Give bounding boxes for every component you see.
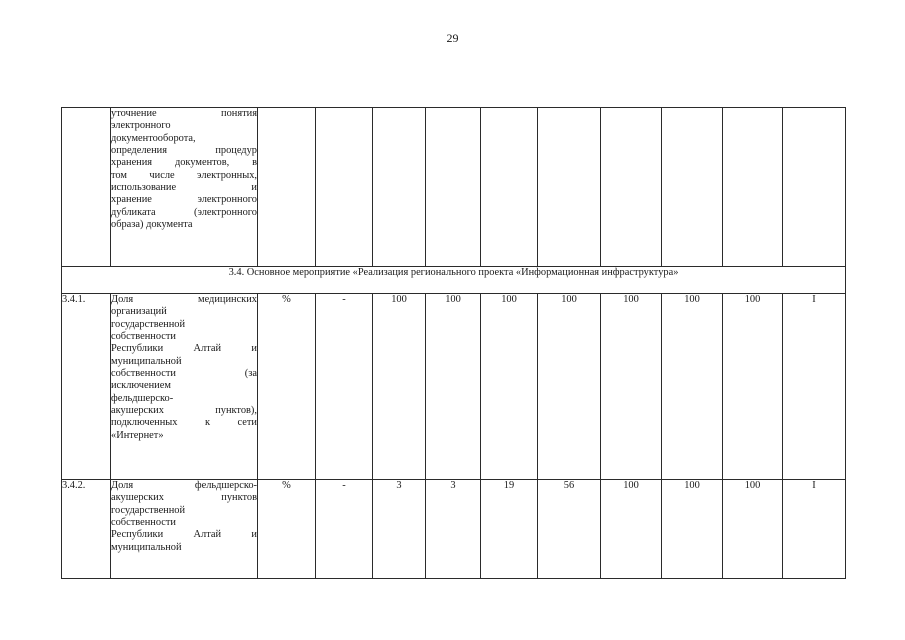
empty-cell	[258, 108, 316, 267]
section-title: 3.4. Основное мероприятие «Реализация регионального проекта «Информационная инфраструктура»	[62, 267, 846, 294]
value-cell: 3	[373, 480, 426, 579]
empty-cell	[481, 108, 538, 267]
empty-cell	[601, 108, 662, 267]
description-line: подключенных к сети	[111, 417, 257, 429]
description-line: организаций	[111, 306, 167, 318]
value-cell: 100	[662, 294, 723, 480]
value-cell: 100	[426, 294, 481, 480]
type-cell: I	[783, 480, 846, 579]
description-line: том числе электронных,	[111, 169, 257, 181]
description-line: определения процедур	[111, 145, 257, 157]
empty-cell	[316, 108, 373, 267]
description-line: «Интернет»	[111, 429, 164, 441]
value-cell: 100	[723, 480, 783, 579]
row-number-cell	[62, 108, 111, 267]
description-line: Доля фельдшерско-	[111, 480, 257, 491]
description-line: дубликата (электронного	[111, 206, 257, 218]
empty-cell	[373, 108, 426, 267]
description-line: хранения документов, в	[111, 157, 257, 169]
row-description-cell	[111, 108, 258, 267]
value-cell: 100	[723, 294, 783, 480]
description-line: собственности	[111, 517, 176, 529]
base-value-cell: -	[316, 480, 373, 579]
row-number-cell: 3.4.2.	[62, 480, 111, 579]
description-line: Республики Алтай и	[111, 343, 257, 355]
empty-cell	[538, 108, 601, 267]
empty-cell	[426, 108, 481, 267]
unit-cell: %	[258, 480, 316, 579]
description-line: государственной	[111, 318, 186, 330]
description-line: муниципальной	[111, 541, 182, 553]
description-line: муниципальной	[111, 355, 182, 367]
page-number: 29	[446, 31, 459, 45]
description-line: фельдшерско-	[111, 392, 174, 404]
value-cell: 56	[538, 480, 601, 579]
description-line: уточнение понятия	[111, 108, 257, 119]
description-line: акушерских пунктов	[111, 492, 257, 504]
description-line: Доля медицинских	[111, 294, 257, 305]
table-row-continuation	[62, 108, 846, 267]
empty-cell	[723, 108, 783, 267]
description-line: документооборота,	[111, 132, 196, 144]
description-line: акушерских пунктов),	[111, 405, 257, 417]
table-row	[62, 480, 846, 579]
section-header-row	[62, 267, 846, 294]
description-line: использование и	[111, 182, 257, 194]
value-cell: 100	[481, 294, 538, 480]
row-description-cell	[111, 480, 258, 579]
description-line: собственности (за	[111, 368, 257, 380]
empty-cell	[662, 108, 723, 267]
value-cell: 100	[601, 480, 662, 579]
unit-cell: %	[258, 294, 316, 480]
value-cell: 100	[373, 294, 426, 480]
row-number-cell: 3.4.1.	[62, 294, 111, 480]
description-line: образа) документа	[111, 219, 193, 231]
value-cell: 100	[601, 294, 662, 480]
type-cell: I	[783, 294, 846, 480]
value-cell: 3	[426, 480, 481, 579]
indicators-table	[61, 107, 846, 579]
value-cell: 100	[662, 480, 723, 579]
description-line: государственной	[111, 504, 186, 516]
description-line: Республики Алтай и	[111, 529, 257, 541]
empty-cell	[783, 108, 846, 267]
description-line: собственности	[111, 331, 176, 343]
description-line: хранение электронного	[111, 194, 257, 206]
base-value-cell: -	[316, 294, 373, 480]
value-cell: 100	[538, 294, 601, 480]
table-row	[62, 294, 846, 480]
description-line: электронного	[111, 120, 171, 132]
row-description-cell	[111, 294, 258, 480]
description-line: исключением	[111, 380, 171, 392]
value-cell: 19	[481, 480, 538, 579]
